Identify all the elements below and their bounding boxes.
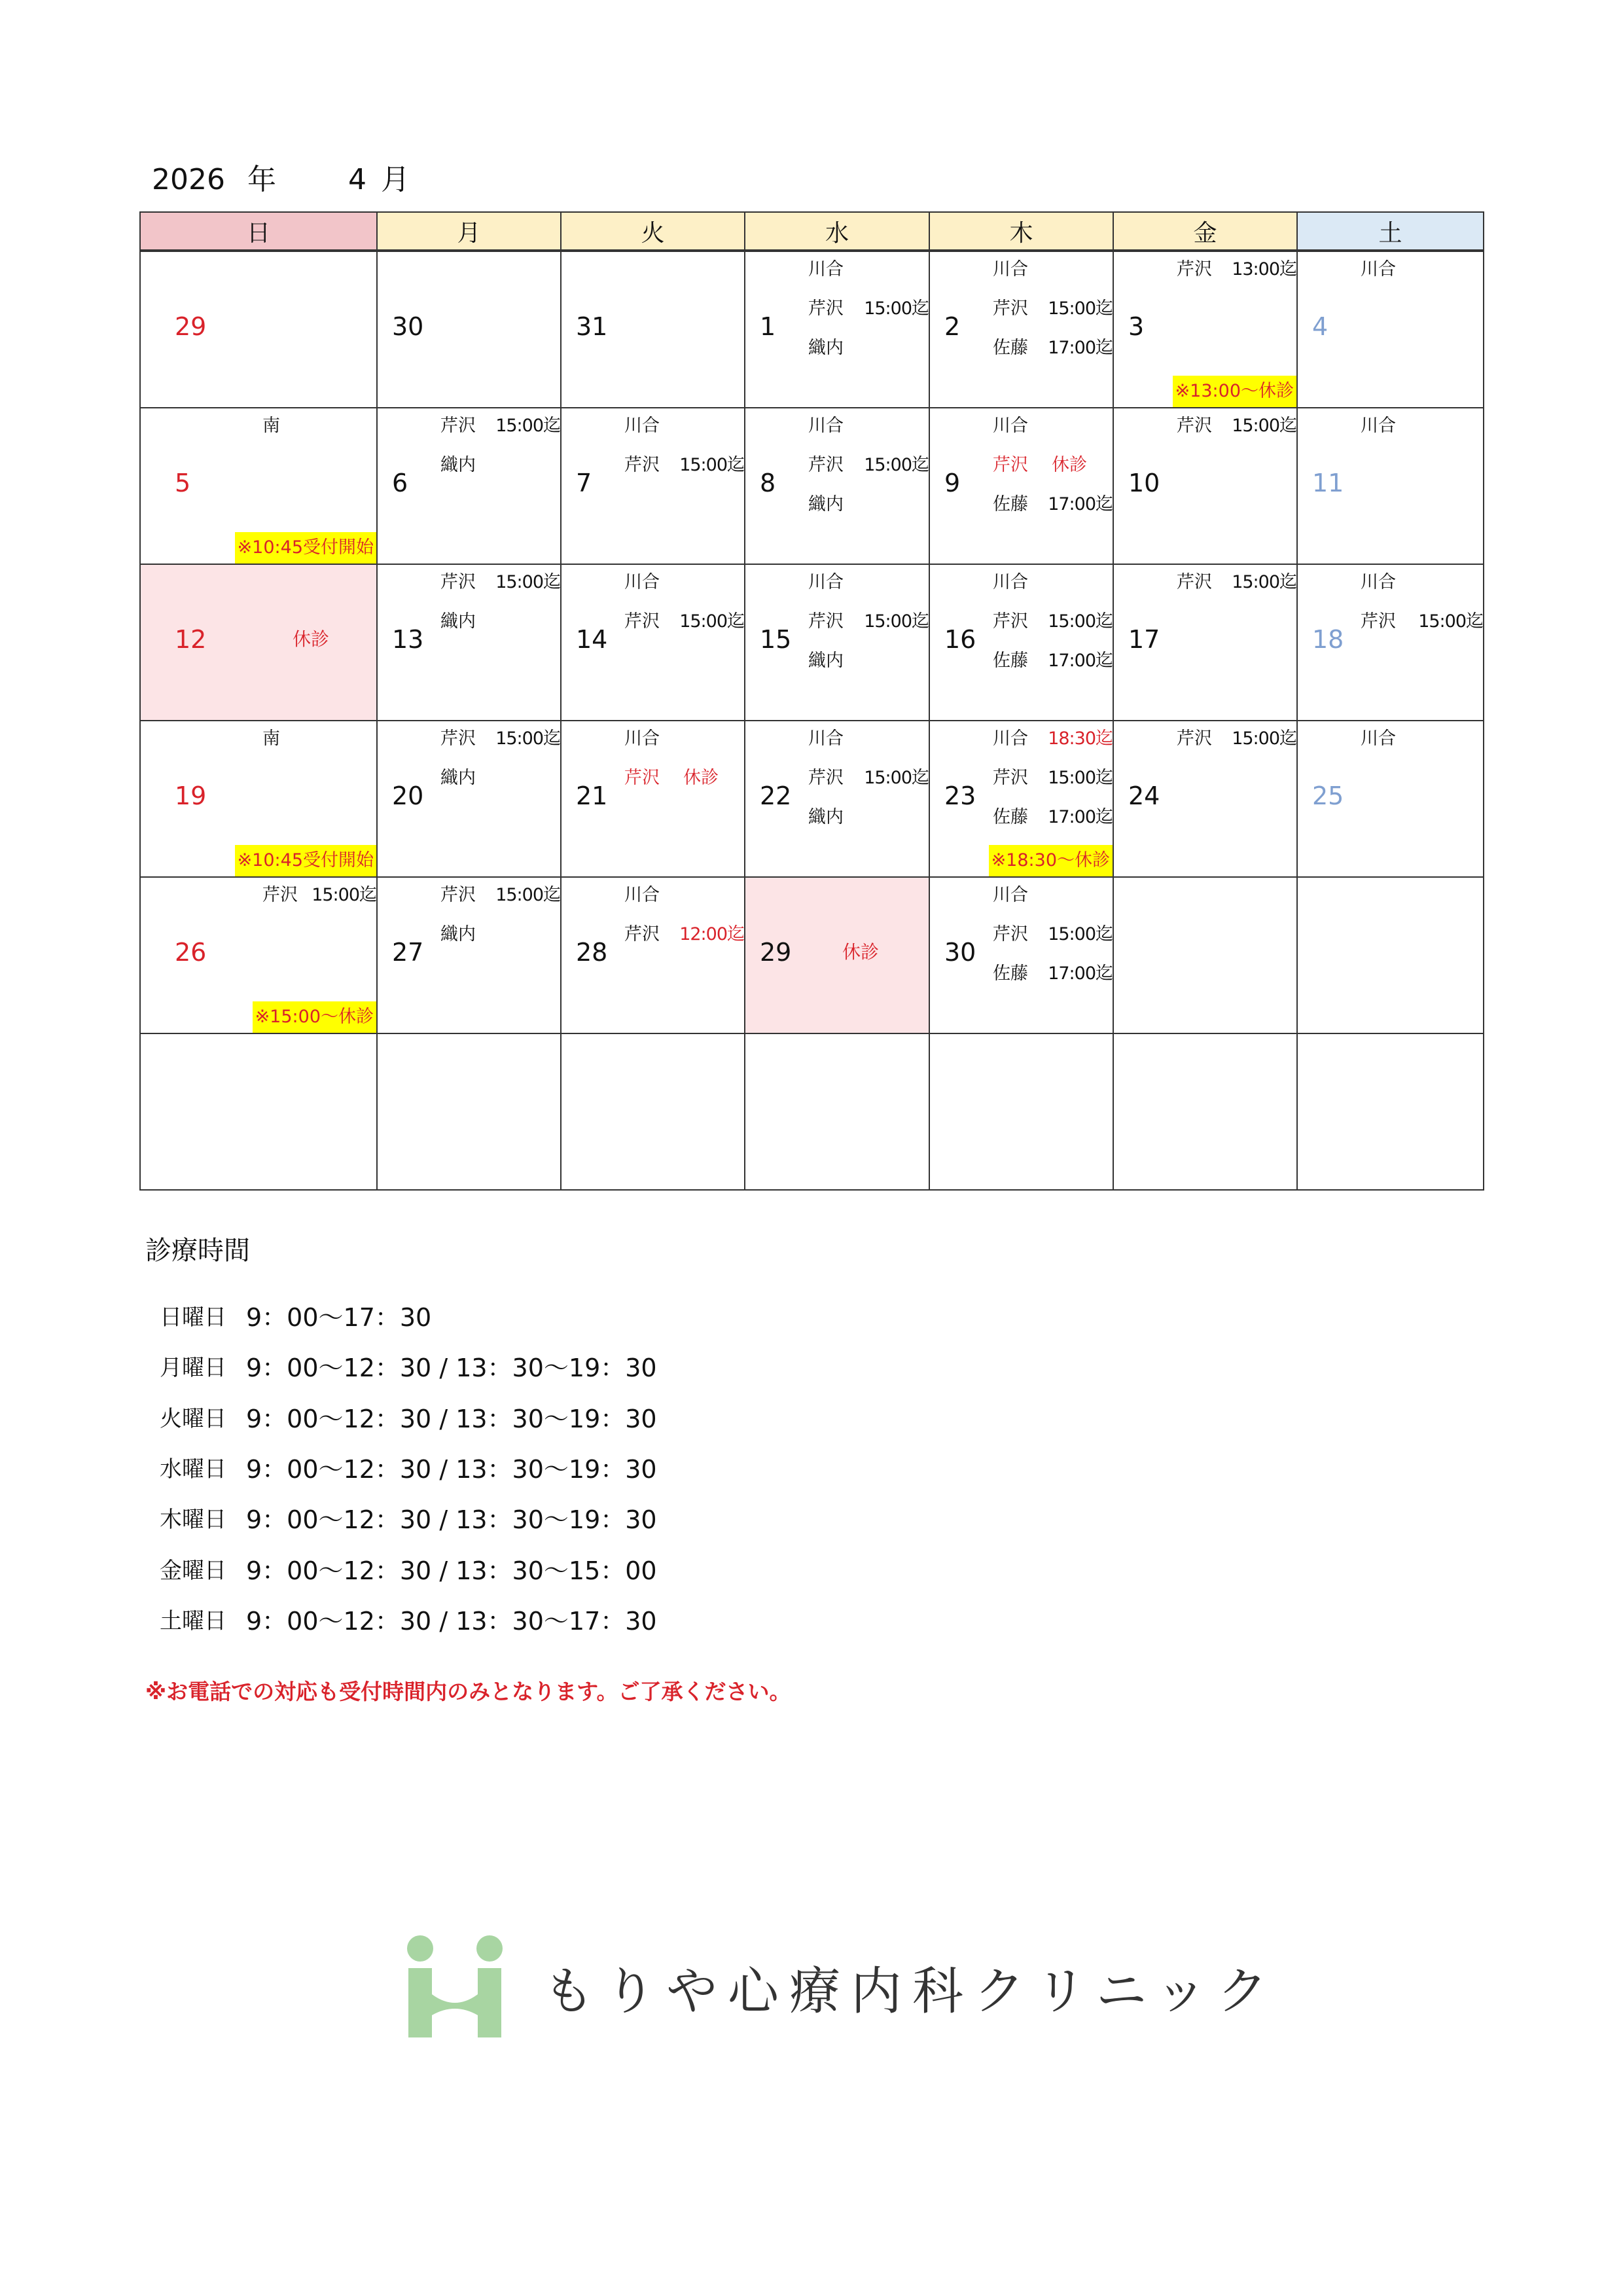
doctor-name: 織内 [440, 768, 476, 788]
doctor-name: 川合 [808, 259, 844, 279]
doctor-name: 川合 [993, 416, 1028, 436]
day-cell [929, 1033, 1114, 1191]
day-number: 6 [392, 469, 408, 497]
doctor-name: 芹沢 [1361, 611, 1396, 632]
calendar-grid [139, 211, 1483, 1189]
day-number: 31 [576, 312, 608, 341]
day-cell [560, 720, 745, 878]
day-number: 25 [1312, 781, 1344, 810]
day-cell [376, 1033, 562, 1191]
doctor-hours: 15:00迄 [864, 611, 929, 632]
doctor-hours: 休診 [1052, 455, 1087, 475]
doctor-hours: 15:00迄 [864, 298, 929, 319]
day-cell [1113, 1033, 1298, 1191]
day-cell [139, 876, 378, 1034]
hours-time: 9：00～12：30 / 13：30～19：30 [246, 1354, 657, 1383]
doctor-name: 芹沢 [624, 768, 660, 788]
day-cell [1296, 407, 1484, 565]
doctor-hours: 17:00迄 [1048, 494, 1113, 514]
day-cell [1113, 720, 1298, 878]
hours-time: 9：00～17：30 [246, 1303, 432, 1332]
day-number: 15 [760, 625, 792, 654]
doctor-name: 芹沢 [993, 924, 1028, 944]
day-number: 29 [760, 938, 792, 967]
day-cell [1113, 407, 1298, 565]
day-number: 23 [944, 781, 976, 810]
doctor-name: 芹沢 [440, 885, 476, 905]
day-number: 5 [175, 469, 191, 497]
day-cell [1296, 1033, 1484, 1191]
day-number: 7 [576, 469, 592, 497]
day-cell [1113, 251, 1298, 408]
doctor-hours: 15:00迄 [1048, 768, 1113, 788]
doctor-hours: 15:00迄 [312, 885, 376, 905]
doctor-name: 芹沢 [993, 455, 1028, 475]
day-number: 3 [1128, 312, 1145, 341]
doctor-name: 川合 [624, 728, 660, 749]
day-number: 8 [760, 469, 776, 497]
doctor-name: 芹沢 [624, 455, 660, 475]
day-cell [744, 564, 930, 721]
doctor-hours: 15:00迄 [1048, 298, 1113, 319]
doctor-name: 芹沢 [440, 572, 476, 592]
doctor-name: 川合 [1361, 259, 1396, 279]
doctor-name: 織内 [808, 651, 844, 671]
doctor-name: 佐藤 [993, 494, 1028, 514]
doctor-hours: 15:00迄 [864, 768, 929, 788]
doctor-name: 芹沢 [993, 611, 1028, 632]
doctor-name: 川合 [1361, 728, 1396, 749]
doctor-name: 川合 [993, 885, 1028, 905]
day-number: 24 [1128, 781, 1160, 810]
doctor-hours: 15:00迄 [495, 416, 560, 436]
day-cell [376, 720, 562, 878]
day-cell [929, 876, 1114, 1034]
hours-time: 9：00～12：30 / 13：30～19：30 [246, 1404, 657, 1433]
day-cell [139, 251, 378, 408]
doctor-hours: 15:00迄 [1232, 728, 1296, 749]
weekday-header: 火 [560, 211, 745, 251]
doctor-name: 川合 [808, 572, 844, 592]
doctor-hours: 12:00迄 [679, 924, 744, 944]
day-number: 19 [175, 781, 207, 810]
doctor-name: 川合 [993, 572, 1028, 592]
day-cell [376, 251, 562, 408]
doctor-hours: 15:00迄 [1232, 572, 1296, 592]
doctor-hours: 15:00迄 [1418, 611, 1483, 632]
doctor-name: 芹沢 [808, 455, 844, 475]
day-cell [376, 876, 562, 1034]
day-cell [744, 407, 930, 565]
doctor-name: 佐藤 [993, 807, 1028, 827]
day-number: 20 [392, 781, 424, 810]
day-cell [560, 407, 745, 565]
doctor-hours: 17:00迄 [1048, 338, 1113, 358]
doctor-name: 織内 [808, 494, 844, 514]
weekday-header: 金 [1113, 211, 1298, 251]
doctor-hours: 15:00迄 [864, 455, 929, 475]
day-number: 1 [760, 312, 776, 341]
doctor-name: 織内 [440, 924, 476, 944]
clinic-logo-icon [406, 1934, 504, 2039]
doctor-name: 織内 [440, 611, 476, 632]
weekday-header: 水 [744, 211, 930, 251]
day-cell [560, 564, 745, 721]
doctor-name: 川合 [808, 416, 844, 436]
day-cell [744, 1033, 930, 1191]
hours-day: 火曜日 [160, 1405, 226, 1432]
weekday-header: 木 [929, 211, 1114, 251]
doctor-name: 芹沢 [808, 611, 844, 632]
day-cell [139, 720, 378, 878]
day-number: 2 [944, 312, 961, 341]
clinic-logo [406, 1934, 1279, 2045]
day-number: 10 [1128, 469, 1160, 497]
hours-time: 9：00～12：30 / 13：30～17：30 [246, 1606, 657, 1636]
closed-label: 休診 [293, 628, 330, 650]
day-cell [744, 876, 930, 1034]
day-cell [139, 564, 378, 721]
hours-time: 9：00～12：30 / 13：30～15：00 [246, 1556, 657, 1585]
doctor-name: 川合 [808, 728, 844, 749]
doctor-hours: 17:00迄 [1048, 807, 1113, 827]
doctor-hours: 15:00迄 [1232, 416, 1296, 436]
doctor-hours: 15:00迄 [495, 885, 560, 905]
doctor-name: 川合 [993, 259, 1028, 279]
schedule-note: ※10:45受付開始 [235, 532, 376, 564]
day-number: 28 [576, 938, 608, 967]
day-cell [1296, 876, 1484, 1034]
day-number: 4 [1312, 312, 1329, 341]
day-cell [139, 407, 378, 565]
hours-time: 9：00～12：30 / 13：30～19：30 [246, 1505, 657, 1535]
day-cell [929, 251, 1114, 408]
day-number: 9 [944, 469, 961, 497]
doctor-name: 織内 [808, 338, 844, 358]
schedule-note: ※18:30～休診 [989, 845, 1113, 876]
doctor-hours: 13:00迄 [1232, 259, 1296, 279]
hours-day: 月曜日 [160, 1355, 226, 1382]
doctor-name: 南 [262, 728, 280, 749]
day-cell [1296, 564, 1484, 721]
doctor-hours: 15:00迄 [1048, 924, 1113, 944]
day-number: 14 [576, 625, 608, 654]
day-cell [560, 1033, 745, 1191]
doctor-hours: 15:00迄 [679, 611, 744, 632]
day-number: 16 [944, 625, 976, 654]
title-year: 2026 [152, 163, 225, 196]
doctor-name: 川合 [1361, 572, 1396, 592]
day-cell [1113, 876, 1298, 1034]
doctor-name: 芹沢 [993, 298, 1028, 319]
hours-day: 水曜日 [160, 1456, 226, 1482]
doctor-name: 川合 [624, 416, 660, 436]
doctor-name: 織内 [808, 807, 844, 827]
weekday-header: 土 [1296, 211, 1484, 251]
day-cell [1296, 251, 1484, 408]
hours-time: 9：00～12：30 / 13：30～19：30 [246, 1454, 657, 1484]
hours-day: 木曜日 [160, 1507, 226, 1534]
weekday-header: 日 [139, 211, 378, 251]
day-cell [744, 251, 930, 408]
day-cell [744, 720, 930, 878]
day-number: 18 [1312, 625, 1344, 654]
day-number: 30 [944, 938, 976, 967]
day-number: 30 [392, 312, 424, 341]
clinic-name: もりや心療内科クリニック [543, 1962, 1279, 2021]
doctor-name: 佐藤 [993, 651, 1028, 671]
doctor-hours: 15:00迄 [1048, 611, 1113, 632]
doctor-hours: 17:00迄 [1048, 651, 1113, 671]
doctor-hours: 15:00迄 [679, 455, 744, 475]
phone-notice: ※お電話での対応も受付時間内のみとなります。ご了承ください。 [145, 1679, 791, 1704]
hours-day: 土曜日 [160, 1607, 226, 1634]
doctor-hours: 18:30迄 [1048, 728, 1113, 749]
day-cell [929, 720, 1114, 878]
doctor-name: 川合 [624, 572, 660, 592]
day-cell [560, 251, 745, 408]
title-month-unit: 月 [381, 163, 410, 196]
doctor-hours: 15:00迄 [495, 572, 560, 592]
doctor-name: 川合 [993, 728, 1028, 749]
doctor-hours: 15:00迄 [495, 728, 560, 749]
day-cell [560, 876, 745, 1034]
doctor-name: 芹沢 [1177, 259, 1212, 279]
day-number: 29 [175, 312, 207, 341]
doctor-name: 芹沢 [1177, 416, 1212, 436]
doctor-name: 佐藤 [993, 963, 1028, 984]
hours-day: 日曜日 [160, 1304, 226, 1331]
doctor-name: 川合 [1361, 416, 1396, 436]
title-year-unit: 年 [247, 163, 276, 196]
doctor-hours: 17:00迄 [1048, 963, 1113, 984]
day-cell [1296, 720, 1484, 878]
doctor-name: 南 [262, 416, 280, 436]
doctor-name: 芹沢 [993, 768, 1028, 788]
day-number: 27 [392, 938, 424, 967]
doctor-name: 芹沢 [1177, 728, 1212, 749]
doctor-name: 川合 [624, 885, 660, 905]
closed-label: 休診 [842, 941, 880, 963]
hours-title: 診療時間 [145, 1236, 250, 1266]
doctor-name: 芹沢 [1177, 572, 1212, 592]
doctor-name: 芹沢 [262, 885, 298, 905]
day-cell [929, 564, 1114, 721]
day-cell [376, 407, 562, 565]
day-number: 21 [576, 781, 608, 810]
doctor-name: 芹沢 [808, 298, 844, 319]
day-cell [929, 407, 1114, 565]
doctor-name: 芹沢 [440, 728, 476, 749]
doctor-name: 芹沢 [808, 768, 844, 788]
weekday-header: 月 [376, 211, 562, 251]
day-number: 26 [175, 938, 207, 967]
schedule-note: ※10:45受付開始 [235, 845, 376, 876]
day-cell [376, 564, 562, 721]
doctor-hours: 休診 [683, 768, 719, 788]
hours-day: 金曜日 [160, 1557, 226, 1584]
day-cell [139, 1033, 378, 1191]
day-number: 22 [760, 781, 792, 810]
doctor-name: 芹沢 [440, 416, 476, 436]
doctor-name: 織内 [440, 455, 476, 475]
doctor-name: 芹沢 [624, 924, 660, 944]
day-number: 12 [175, 625, 207, 654]
doctor-name: 芹沢 [624, 611, 660, 632]
day-number: 11 [1312, 469, 1344, 497]
day-number: 17 [1128, 625, 1160, 654]
title-month: 4 [348, 163, 366, 196]
doctor-name: 佐藤 [993, 338, 1028, 358]
day-cell [1113, 564, 1298, 721]
schedule-note: ※13:00～休診 [1173, 376, 1296, 407]
schedule-note: ※15:00～休診 [253, 1001, 376, 1033]
day-number: 13 [392, 625, 424, 654]
